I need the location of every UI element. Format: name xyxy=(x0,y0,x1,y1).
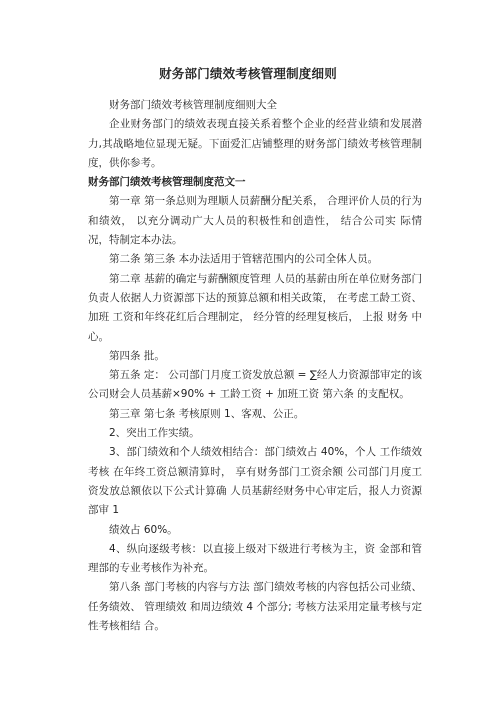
paragraph: 第二章 基薪的确定与薪酬额度管理 人员的基薪由所在单位财务部门负责人依据人力资源部下达的预算总额和相关政策， 在考虑工龄工资、 加班 工资和年终花红后合理制定， 经分管的经理复核后， 上报 财务 中心。 xyxy=(88,272,422,343)
document-title: 财务部门绩效考核管理制度细则 xyxy=(159,66,337,81)
paragraph: 绩效占 60%。 xyxy=(109,523,178,536)
paragraph: 第一章 第一条总则为理顺人员薪酬分配关系， 合理评价人员的行为和绩效， 以充分调动广大人员的积极性和创造性， 结合公司实 际情况，特制定本办法。 xyxy=(88,195,422,247)
paragraph: 第二条 第三条 本办法适用于管辖范围内的公司全体人员。 xyxy=(109,253,379,266)
paragraph: 企业财务部门的绩效表现直接关系着整个企业的经营业绩和发展潜力,其战略地位显现无疑。下面爱汇店铺整理的财务部门绩效考核管理制度，供你参考。 xyxy=(88,118,422,169)
paragraph: 第三章 第七条 考核原则 1、客观、公正。 xyxy=(109,407,305,420)
paragraph: 2、突出工作实绩。 xyxy=(109,427,200,440)
paragraph: 4、纵向逐级考核：以直接上级对下级进行考核为主，资 金部和管理部的专业考核作为补充。 xyxy=(88,542,422,575)
paragraph: 第八条 部门考核的内容与方法 部门绩效考核的内容包括公司业绩、 任务绩效、 管理绩效 和周边绩效 4 个部分; 考核方法采用定量考核与定性考核相结 合。 xyxy=(88,581,422,633)
document-body xyxy=(88,96,422,636)
paragraph: 第四条 批。 xyxy=(109,349,165,362)
paragraph: 财务部门绩效考核管理制度细则大全 xyxy=(109,99,277,111)
paragraph: 3、部门绩效和个人绩效相结合：部门绩效占 40%，个人 工作绩效考核 在年终工资总额清算时， 享有财务部门工资余额 公司部门月度工资发放总额依以下公式计算确 人员基薪经财务中心审定后，报人力资源部审 1 xyxy=(88,446,422,517)
section-heading: 财务部门绩效考核管理制度范文一 xyxy=(88,176,246,189)
paragraph: 第五条 定： 公司部门月度工资发放总额 = ∑经人力资源部审定的该公司财会人员基薪×90% + 工龄工资 + 加班工资 第六条 的支配权。 xyxy=(88,369,422,401)
